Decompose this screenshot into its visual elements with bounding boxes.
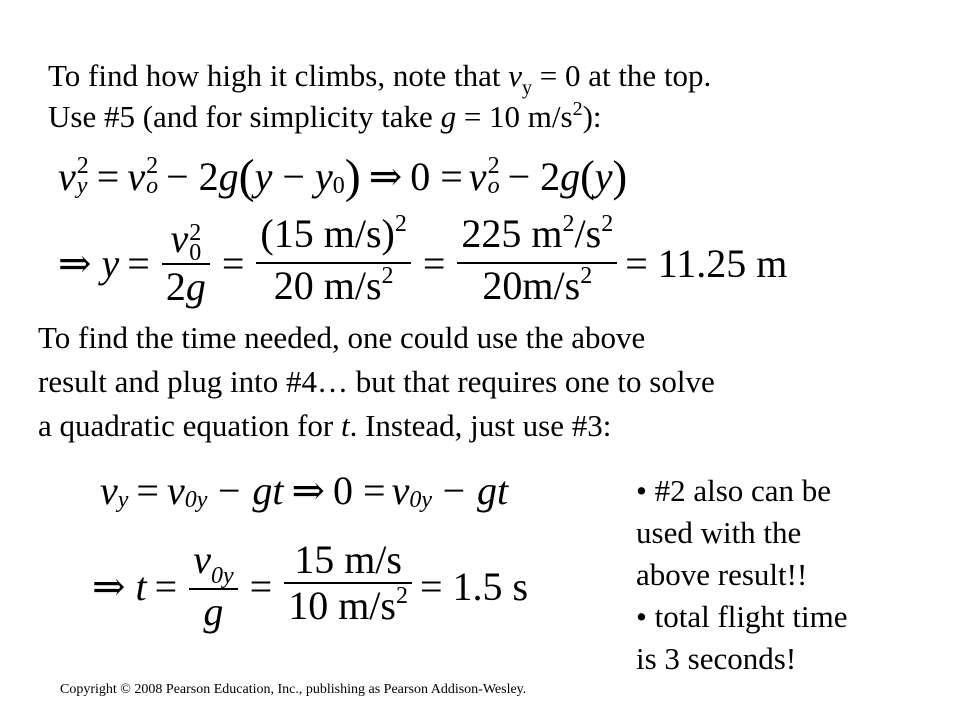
bullet-1-line-1: • #2 also can be bbox=[636, 473, 832, 508]
bullet-1-line-2: used with the bbox=[636, 515, 802, 550]
bullet-2-line-2: is 3 seconds! bbox=[636, 641, 797, 676]
copyright-notice: Copyright © 2008 Pearson Education, Inc., publishing as Pearson Addison-Wesley. bbox=[60, 682, 527, 697]
equation-max-height: ⇒ y = v 2 0 2g = $\frac{(15 m/s)^2}{20 m/s^2}$ = $\frac{225 m^2/s^2}{20m/s^2}$ = 11.25 m bbox=[58, 215, 787, 311]
para-line-1: To find the time needed, one could use the above bbox=[38, 320, 646, 355]
intro-line-2: Use #5 (and for simplicity take g = 10 $m/s^2$): bbox=[48, 98, 602, 134]
intro-line-1: To find how high it climbs, note that $v_y = 0$ at the top. bbox=[48, 58, 712, 99]
fraction-15-squared-over-20: $\frac{(15 m/s)^2}{20 m/s^2}$ bbox=[256, 212, 410, 314]
bullet-1-line-3: above result!! bbox=[636, 557, 808, 592]
equation-kinematic-5: v 2 y = v 2 o − 2 g ( y − y 0 ) ⇒ 0 = v 2 o − 2 g ( y ) bbox=[58, 149, 628, 203]
para-line-3: a quadratic equation for t. Instead, just use #3: bbox=[38, 408, 612, 443]
equation-time: ⇒ t = $\frac{v_{0y}}{g}$ = $\frac{15 m/s}{10 m/s^2}$ = 1.5 s bbox=[92, 537, 529, 634]
fraction-v0y-over-g: $\frac{v_{0y}}{g}$ bbox=[189, 538, 237, 634]
fraction-15-over-10: $\frac{15 m/s}{10 m/s^2}$ bbox=[284, 538, 412, 634]
side-notes bbox=[636, 470, 847, 680]
bullet-2-line-1: • total flight time bbox=[636, 599, 848, 634]
equation-kinematic-3: v y = v 0y − gt ⇒ 0 = v 0y − gt bbox=[100, 467, 509, 513]
para-line-2: result and plug into #4… but that requires one to solve bbox=[38, 364, 715, 399]
fraction-225-over-20: $\frac{225 m^2/s^2}{20m/s^2}$ bbox=[457, 212, 617, 314]
fraction-v0-squared-over-2g: v 2 0 2g bbox=[162, 217, 210, 309]
